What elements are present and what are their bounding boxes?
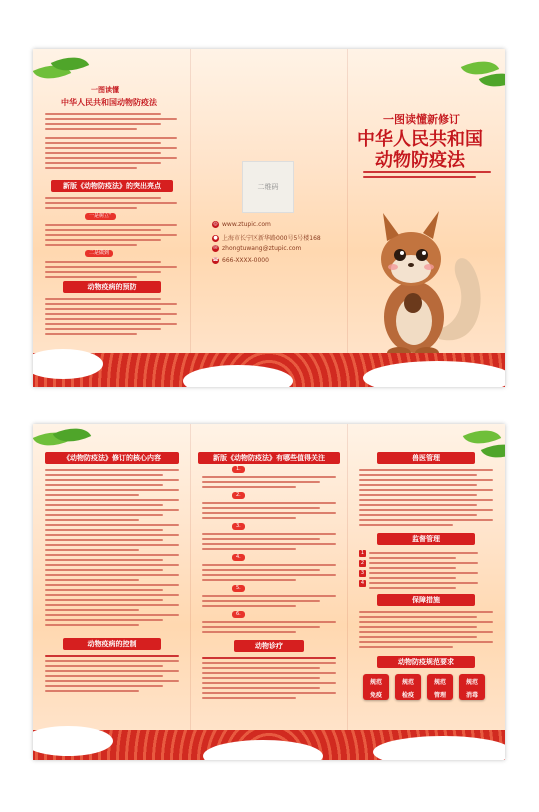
intro-text-2 xyxy=(45,137,177,172)
point-pill: 3. xyxy=(232,523,245,530)
point-text xyxy=(202,533,336,553)
tag-immunization: 规范 免疫 xyxy=(363,674,389,700)
section-diagnosis-header: 动物诊疗 xyxy=(234,640,304,652)
section-control-header: 动物疫病的控制 xyxy=(63,638,161,650)
intro-title: 中华人民共和国动物防疫法 xyxy=(61,98,157,107)
cover-title-line1: 中华人民共和国 xyxy=(357,129,483,150)
cover-subtitle xyxy=(363,171,491,181)
intro-label: 一图读懂 xyxy=(91,86,119,94)
section-safeguard-header: 保障措施 xyxy=(377,594,475,606)
qr-code: 二维码 xyxy=(242,161,294,213)
globe-icon: ◎ xyxy=(213,221,218,227)
tag-management: 规范 管理 xyxy=(427,674,453,700)
address-text: 上海市长宁区新华路000号5号楼168 xyxy=(222,235,321,242)
brochure-inside-panel xyxy=(33,424,505,760)
subheading-pill: 一是树立“ xyxy=(85,213,116,220)
core-content-column xyxy=(33,424,190,760)
safeguard-text xyxy=(359,611,493,651)
highlights-column xyxy=(190,424,347,760)
control-text xyxy=(45,655,179,695)
point-pill: 1. xyxy=(232,466,245,473)
point-text xyxy=(202,595,336,610)
subheading-pill: 二是做到 xyxy=(85,250,113,257)
email-text: zhongtuwang@ztupic.com xyxy=(222,245,302,252)
management-column: 兽医管理 监督管理 1 2 3 4 保障措施 动物防疫规范要求 规范 免疫 规范 检疫 规范 管理 规范 消毒 xyxy=(347,424,504,760)
section-core-header: 《动物防疫法》修订的核心内容 xyxy=(45,452,179,464)
point-pill: 6. xyxy=(232,611,245,618)
point-text xyxy=(202,476,336,491)
squirrel-nose xyxy=(408,263,414,267)
tag-quarantine: 规范 检疫 xyxy=(395,674,421,700)
contact-column xyxy=(190,49,347,387)
cover-kicker: 一图读懂新修订 xyxy=(383,113,460,126)
email-line[interactable] xyxy=(212,245,301,252)
squirrel-eye xyxy=(394,249,406,261)
website-text: www.ztupic.com xyxy=(222,221,271,228)
point-pill: 4. xyxy=(232,554,245,561)
phone-line xyxy=(212,257,269,264)
diagnosis-text xyxy=(202,657,336,702)
squirrel-illustration xyxy=(369,199,489,369)
intro-column xyxy=(33,49,190,387)
point-text xyxy=(202,564,336,584)
tag-disinfection: 规范 消毒 xyxy=(459,674,485,700)
core-text xyxy=(45,469,179,629)
phone-text: 666-XXXX-0000 xyxy=(222,257,269,264)
squirrel-tail xyxy=(439,258,481,340)
squirrel-ear xyxy=(423,211,439,239)
supervision-text xyxy=(369,552,493,592)
phone-icon: ☎ xyxy=(212,257,219,263)
section-prevention-header: 动物疫病的预防 xyxy=(63,281,161,293)
section-supervision-header: 监督管理 xyxy=(377,533,475,545)
brochure-outside-panel xyxy=(33,49,505,387)
highlights-text-2 xyxy=(45,224,177,249)
point-pill: 5. xyxy=(232,585,245,592)
cover-column xyxy=(347,49,504,387)
highlights-text-3 xyxy=(45,261,177,281)
mail-icon: ✉ xyxy=(213,245,218,251)
section-vet-header: 兽医管理 xyxy=(377,452,475,464)
address-line xyxy=(212,233,321,242)
prevention-text xyxy=(45,298,177,338)
squirrel-eye xyxy=(416,249,428,261)
section-attention-header: 新版《动物防疫法》有哪些值得关注 xyxy=(198,452,340,464)
point-pill: 2. xyxy=(232,492,245,499)
highlights-text xyxy=(45,197,177,212)
website-line[interactable] xyxy=(212,221,271,228)
cover-title-line2: 动物防疫法 xyxy=(375,150,465,171)
intro-text xyxy=(45,113,177,133)
vet-text xyxy=(359,469,493,529)
point-text xyxy=(202,621,336,636)
location-icon: ● xyxy=(213,235,218,241)
point-text xyxy=(202,502,336,522)
acorn xyxy=(404,293,422,313)
section-highlights-header: 新版《动物防疫法》的突出亮点 xyxy=(51,180,173,192)
section-standards-header: 动物防疫规范要求 xyxy=(377,656,475,668)
